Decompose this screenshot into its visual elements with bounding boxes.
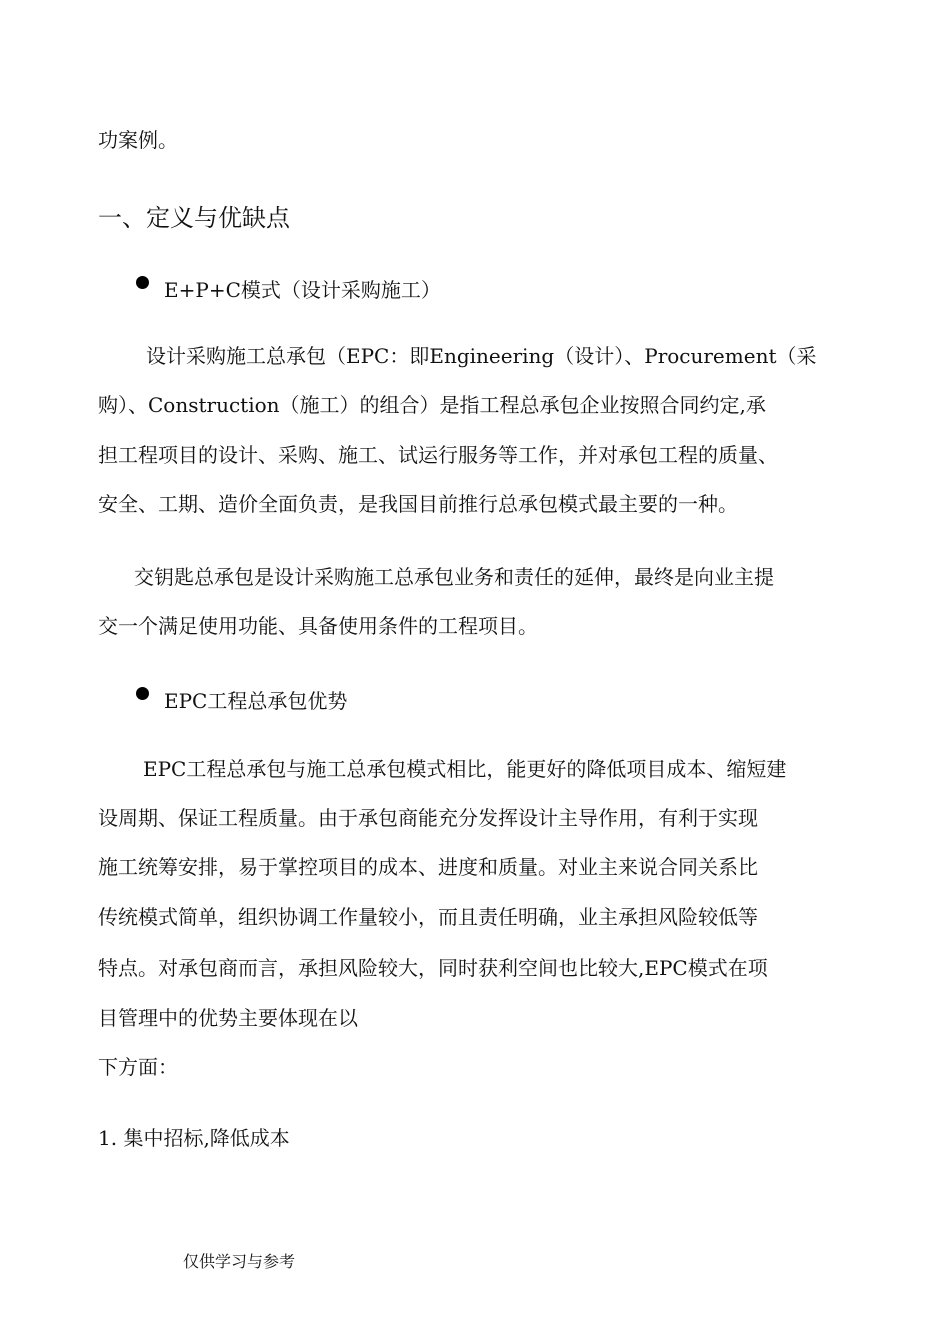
- footer-note: 仅供学习与参考: [183, 1252, 296, 1271]
- paragraph3-line-7: 下方面：: [98, 1055, 178, 1079]
- bullet-icon: [136, 687, 149, 700]
- paragraph1-line-1: 设计采购施工总承包（EPC：即Engineering（设计）、Procurement（采: [146, 344, 817, 368]
- numbered-item-1: 1. 集中招标,降低成本: [98, 1126, 290, 1150]
- bullet-icon: [136, 276, 149, 289]
- paragraph2-line-2: 交一个满足使用功能、具备使用条件的工程项目。: [98, 614, 538, 638]
- paragraph1-line-2: 购）、Construction（施工）的组合）是指工程总承包企业按照合同约定,承: [98, 393, 766, 417]
- paragraph3-line-5: 特点。对承包商而言，承担风险较大，同时获利空间也比较大,EPC模式在项: [98, 956, 768, 980]
- paragraph1-line-4: 安全、工期、造价全面负责，是我国目前推行总承包模式最主要的一种。: [98, 492, 738, 516]
- section-heading: 一、定义与优缺点: [98, 204, 290, 232]
- paragraph3-line-2: 设周期、保证工程质量。由于承包商能充分发挥设计主导作用，有利于实现: [98, 806, 758, 830]
- paragraph3-line-4: 传统模式简单，组织协调工作量较小，而且责任明确，业主承担风险较低等: [98, 905, 758, 929]
- paragraph3-line-1: EPC工程总承包与施工总承包模式相比，能更好的降低项目成本、缩短建: [143, 757, 787, 781]
- bullet2-title: EPC工程总承包优势: [164, 689, 348, 713]
- bullet1-title: E+P+C模式（设计采购施工）: [164, 278, 441, 302]
- paragraph1-line-3: 担工程项目的设计、采购、施工、试运行服务等工作，并对承包工程的质量、: [98, 443, 778, 467]
- continuation-line: 功案例。: [98, 128, 178, 152]
- paragraph2-line-1: 交钥匙总承包是设计采购施工总承包业务和责任的延伸，最终是向业主提: [134, 565, 774, 589]
- paragraph3-line-3: 施工统筹安排，易于掌控项目的成本、进度和质量。对业主来说合同关系比: [98, 855, 758, 879]
- paragraph3-line-6: 目管理中的优势主要体现在以: [98, 1006, 358, 1030]
